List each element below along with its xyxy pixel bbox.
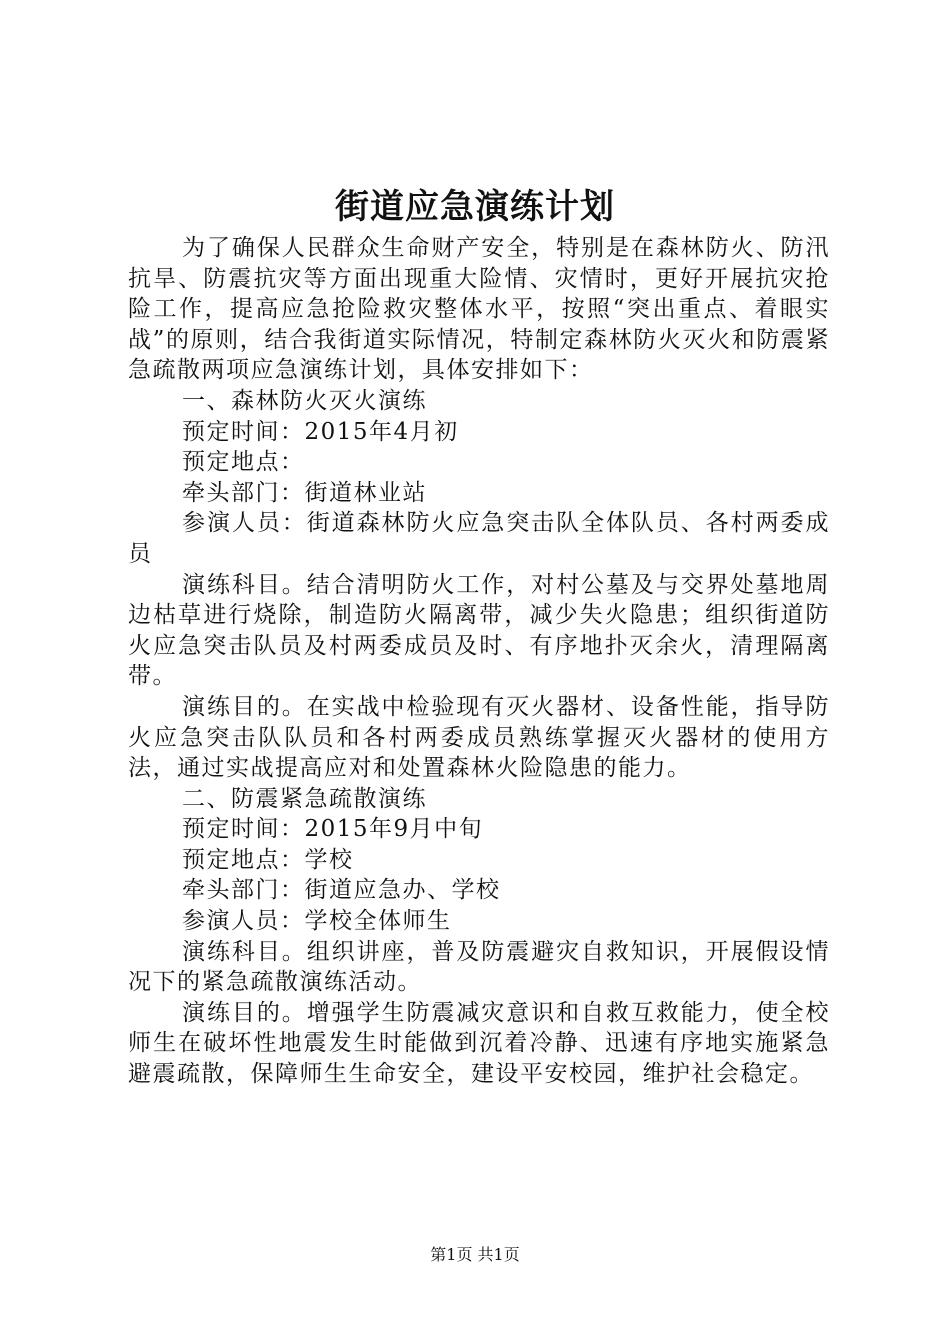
scheduled-time-line: 预定时间：2015年4月初 [182,418,459,445]
section-heading-earthquake: 二、防震紧急疏散演练 [182,785,427,812]
scheduled-location-line: 预定地点： [182,449,305,476]
document-title: 街道应急演练计划 [335,187,615,227]
scheduled-location-line: 预定地点：学校 [182,846,354,873]
drill-purpose-paragraph: 演练目的。增强学生防震减灾意识和自救互救能力，使全校师生在破坏性地震发生时能做到沉着冷静、迅速有序地实施紧急避震疏散，保障师生生命安全，建设平安校园，维护社会稳定。 [128,999,830,1088]
document-body [128,233,830,1090]
participants-line: 参演人员：学校全体师生 [182,908,452,935]
participants-line: 参演人员：街道森林防火应急突击队全体队员、各村两委成员 [128,510,830,567]
page-number-footer: 第1页 共1页 [430,1245,520,1264]
scheduled-time-line: 预定时间：2015年9月中旬 [182,816,484,843]
drill-subject-paragraph: 演练科目。组织讲座，普及防震避灾自救知识，开展假设情况下的紧急疏散演练活动。 [128,938,830,996]
lead-department-line: 牵头部门：街道林业站 [182,479,427,506]
intro-paragraph: 为了确保人民群众生命财产安全，特别是在森林防火、防汛抗旱、防震抗灾等方面出现重大险情、灾情时，更好开展抗灾抢险工作，提高应急抢险救灾整体水平，按照“突出重点、着眼实战”的原则，结合我街道实际情况，特制定森林防火灭火和防震紧急疏散两项应急演练计划，具体安排如下： [128,235,830,384]
section-heading-forest-fire: 一、森林防火灭火演练 [182,387,427,414]
drill-subject-paragraph: 演练科目。结合清明防火工作，对村公墓及与交界处墓地周边枯草进行烧除，制造防火隔离带，减少失火隐患；组织街道防火应急突击队员及村两委成员及时、有序地扑灭余火，清理隔离带。 [128,571,830,690]
drill-purpose-paragraph: 演练目的。在实战中检验现有灭火器材、设备性能，指导防火应急突击队队员和各村两委成员熟练掌握灭火器材的使用方法，通过实战提高应对和处置森林火险隐患的能力。 [128,693,830,782]
lead-department-line: 牵头部门：街道应急办、学校 [182,877,501,904]
